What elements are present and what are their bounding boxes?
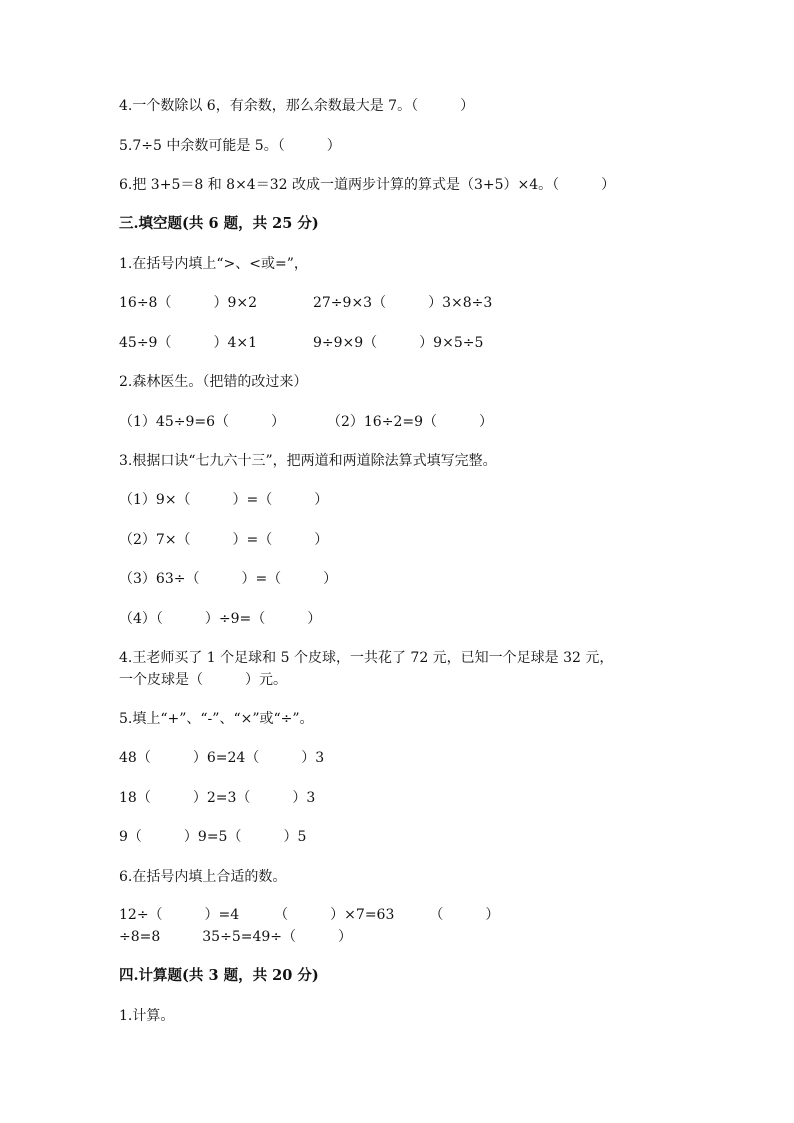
fill-question-1-row-2: 45÷9（ ）4×1 9÷9×9（ ）9×5÷5	[119, 335, 484, 351]
fill-question-5-prompt: 5.填上“+”、“-”、“×”或“÷”。	[119, 711, 314, 727]
fill-question-5-row-2: 18（ ）2=3（ ）3	[119, 790, 316, 806]
fill-question-5-row-1: 48（ ）6=24（ ）3	[119, 750, 325, 766]
question-6-true-false: 6.把 3+5＝8 和 8×4＝32 改成一道两步计算的算式是（3+5）×4。（ ）	[119, 177, 616, 193]
section-heading-fill-blank: 三.填空题(共 6 题，共 25 分)	[119, 215, 319, 232]
fill-question-3-item-3: （3）63÷（ ）=（ ）	[119, 571, 338, 587]
question-4-true-false: 4.一个数除以 6，有余数，那么余数最大是 7。（ ）	[119, 98, 475, 114]
calculation-question-1-prompt: 1.计算。	[119, 1008, 175, 1024]
fill-question-6-row-2: ÷8=8 35÷5=49÷（ ）	[119, 929, 353, 945]
fill-question-4-line-2: 一个皮球是（ ）元。	[119, 672, 287, 688]
fill-question-1-prompt: 1.在括号内填上“>、<或=”，	[119, 256, 308, 272]
question-5-true-false: 5.7÷5 中余数可能是 5。（ ）	[119, 138, 341, 154]
fill-question-3-prompt: 3.根据口诀“七九六十三”，把两道和两道除法算式填写完整。	[119, 453, 497, 469]
section-heading-calculation: 四.计算题(共 3 题，共 20 分)	[119, 967, 319, 984]
fill-question-5-row-3: 9（ ）9=5（ ）5	[119, 829, 307, 845]
fill-question-2-prompt: 2.森林医生。（把错的改过来）	[119, 374, 308, 390]
fill-question-2-items: （1）45÷9=6（ ） （2）16÷2=9（ ）	[119, 414, 493, 430]
fill-question-3-item-4: （4）（ ）÷9=（ ）	[119, 611, 322, 627]
fill-question-3-item-2: （2）7×（ ）=（ ）	[119, 532, 329, 548]
fill-question-6-row-1: 12÷（ ）=4 （ ）×7=63 （ ）	[119, 907, 500, 923]
fill-question-4-line-1: 4.王老师买了 1 个足球和 5 个皮球，一共花了 72 元，已知一个足球是 32 元，	[119, 650, 614, 666]
fill-question-1-row-1: 16÷8（ ）9×2 27÷9×3（ ）3×8÷3	[119, 295, 493, 311]
fill-question-6-prompt: 6.在括号内填上合适的数。	[119, 869, 287, 885]
fill-question-3-item-1: （1）9×（ ）=（ ）	[119, 492, 329, 508]
